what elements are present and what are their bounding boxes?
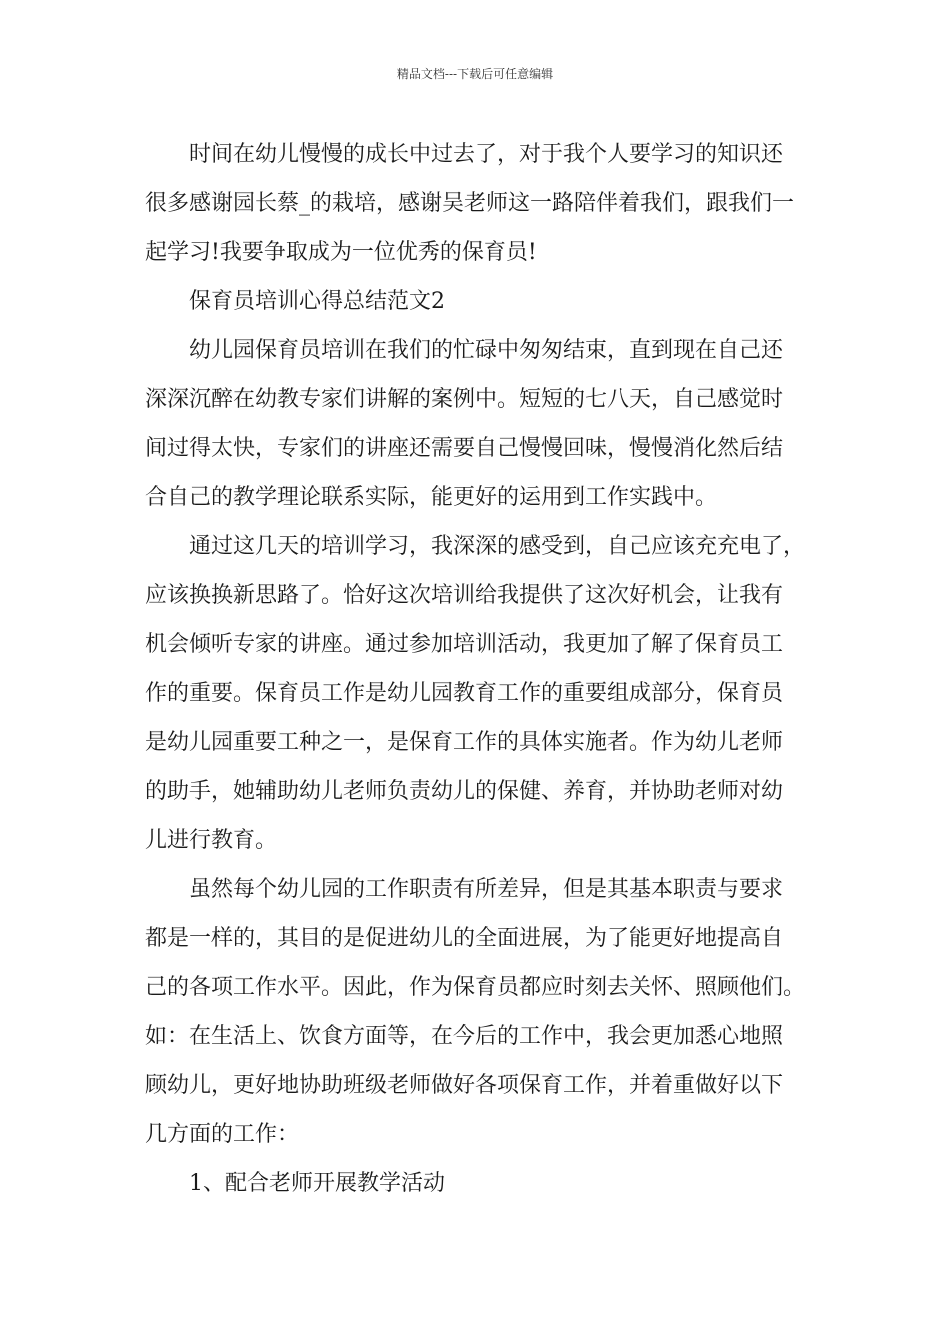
section-title: [145, 277, 810, 326]
text-line: 合自己的教学理论联系实际，能更好的运用到工作实践中。: [145, 485, 718, 510]
text-line: 几方面的工作：: [145, 1122, 300, 1147]
text-line: 的助手，她辅助幼儿老师负责幼儿的保健、养育，并协助老师对幼: [145, 779, 784, 804]
text-line: 起学习!我要争取成为一位优秀的保育员!: [145, 240, 537, 265]
document-body: [145, 130, 810, 1208]
paragraph-closing: [145, 130, 810, 277]
text-line: 儿进行教育。: [145, 828, 278, 853]
text-line: 顾幼儿，更好地协助班级老师做好各项保育工作，并着重做好以下: [145, 1073, 784, 1098]
text-line: 1、配合老师开展教学活动: [189, 1171, 445, 1196]
page-header: 精品文档---下载后可任意编辑: [396, 67, 554, 81]
text-line: 机会倾听专家的讲座。通过参加培训活动，我更加了解了保育员工: [145, 632, 784, 657]
text-line: 是幼儿园重要工种之一，是保育工作的具体实施者。作为幼儿老师: [145, 730, 784, 755]
text-line: 幼儿园保育员培训在我们的忙碌中匆匆结束，直到现在自己还: [189, 338, 784, 363]
text-line: 保育员培训心得总结范文2: [189, 289, 445, 314]
text-line: 作的重要。保育员工作是幼儿园教育工作的重要组成部分，保育员: [145, 681, 784, 706]
paragraph-duties: [145, 865, 810, 1159]
text-line: 深深沉醉在幼教专家们讲解的案例中。短短的七八天，自己感觉时: [145, 387, 784, 412]
paragraph-learning: [145, 522, 810, 865]
text-line: 虽然每个幼儿园的工作职责有所差异，但是其基本职责与要求: [189, 877, 784, 902]
text-line: 都是一样的，其目的是促进幼儿的全面进展，为了能更好地提高自: [145, 926, 784, 951]
text-line: 应该换换新思路了。恰好这次培训给我提供了这次好机会，让我有: [145, 583, 784, 608]
text-line: 时间在幼儿慢慢的成长中过去了，对于我个人要学习的知识还: [189, 142, 784, 167]
text-line: 己的各项工作水平。因此，作为保育员都应时刻去关怀、照顾他们。: [145, 975, 806, 1000]
paragraph-intro: [145, 326, 810, 522]
text-line: 很多感谢园长蔡_的栽培，感谢吴老师这一路陪伴着我们，跟我们一: [145, 191, 795, 216]
text-line: 通过这几天的培训学习，我深深的感受到，自己应该充充电了，: [189, 534, 806, 559]
text-line: 间过得太快，专家们的讲座还需要自己慢慢回味，慢慢消化然后结: [145, 436, 784, 461]
text-line: 如：在生活上、饮食方面等，在今后的工作中，我会更加悉心地照: [145, 1024, 784, 1049]
list-item-heading: [145, 1159, 810, 1208]
